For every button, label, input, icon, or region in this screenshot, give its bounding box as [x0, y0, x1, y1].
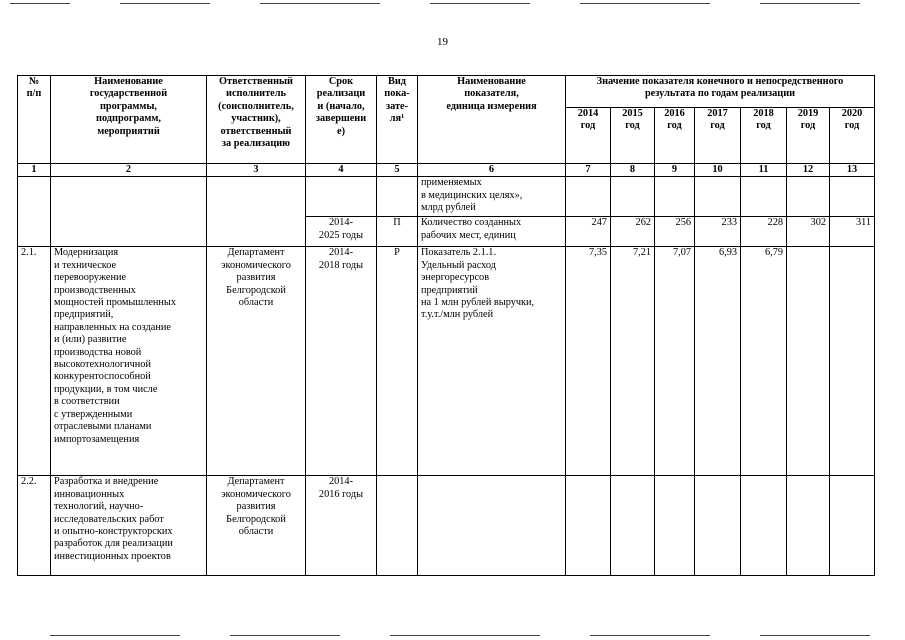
column-number: 9	[655, 164, 695, 177]
cell-term: 2014- 2025 годы	[306, 217, 377, 247]
cell-value: 233	[695, 217, 741, 247]
header-executor: Ответственный исполнитель (соисполнитель, участник), ответственный за реализацию	[207, 76, 306, 164]
header-year: 2017 год	[695, 108, 741, 164]
column-number: 2	[51, 164, 207, 177]
column-number: 10	[695, 164, 741, 177]
cell-num: 2.1.	[18, 247, 51, 476]
cell-value: 262	[611, 217, 655, 247]
column-number: 4	[306, 164, 377, 177]
cell-term: 2014- 2018 годы	[306, 247, 377, 476]
cell-value	[787, 247, 830, 476]
table-row-continuation	[18, 177, 875, 217]
header-year: 2019 год	[787, 108, 830, 164]
header-indicator: Наименование показателя, единица измерения	[418, 76, 566, 164]
scan-edge-mark	[580, 3, 710, 4]
cell-term: 2014- 2016 годы	[306, 476, 377, 576]
cell-value: 7,35	[566, 247, 611, 476]
cell-term	[306, 177, 377, 217]
header-year: 2015 год	[611, 108, 655, 164]
scan-edge-mark	[430, 3, 530, 4]
header-type: Вид пока- зате- ля¹	[377, 76, 418, 164]
cell-value: 7,21	[611, 247, 655, 476]
cell-type	[377, 476, 418, 576]
program-indicators-table	[17, 75, 875, 576]
table-row	[18, 476, 875, 576]
header-year: 2016 год	[655, 108, 695, 164]
cell-value: 7,07	[655, 247, 695, 476]
header-year: 2018 год	[741, 108, 787, 164]
cell-value: 256	[655, 217, 695, 247]
column-number: 6	[418, 164, 566, 177]
header-num: № п/п	[18, 76, 51, 164]
scan-edge-mark	[10, 3, 70, 4]
scan-edge-mark	[50, 635, 180, 636]
cell-value	[830, 247, 875, 476]
scan-edge-mark	[760, 635, 870, 636]
cell-value: 247	[566, 217, 611, 247]
column-number: 5	[377, 164, 418, 177]
column-number: 12	[787, 164, 830, 177]
page-number: 19	[437, 36, 448, 48]
scan-edge-mark	[120, 3, 210, 4]
cell-indicator: Показатель 2.1.1. Удельный расход энергоресурсов предприятий на 1 млн рублей выручки, т.у.т./млн рублей	[418, 247, 566, 476]
cell-type: П	[377, 217, 418, 247]
cell-executor: Департамент экономического развития Белгородской области	[207, 476, 306, 576]
column-number: 8	[611, 164, 655, 177]
table-row	[18, 247, 875, 476]
cell-name	[51, 177, 207, 247]
cell-type: Р	[377, 247, 418, 476]
column-number: 1	[18, 164, 51, 177]
cell-value: 6,93	[695, 247, 741, 476]
header-year: 2020 год	[830, 108, 875, 164]
cell-name: Разработка и внедрение инновационных технологий, научно- исследовательских работ и опытно-конструкторских разработок для реализации инвестиционных проектов	[51, 476, 207, 576]
header-name: Наименование государственной программы, подпрограмм, мероприятий	[51, 76, 207, 164]
cell-value: 6,79	[741, 247, 787, 476]
header-year: 2014 год	[566, 108, 611, 164]
cell-value: 302	[787, 217, 830, 247]
column-number: 13	[830, 164, 875, 177]
cell-indicator: Количество созданных рабочих мест, единиц	[418, 217, 566, 247]
scan-edge-mark	[760, 3, 860, 4]
cell-executor	[207, 177, 306, 247]
cell-indicator: применяемых в медицинских целях», млрд рублей	[418, 177, 566, 217]
cell-value: 311	[830, 217, 875, 247]
cell-name: Модернизация и техническое перевооружение производственных мощностей промышленных предприятий, направленных на создание и (или) развитие производства новой высокотехнологичной конкурентоспособной продукции, в том числе в соответствии с утвержденными отраслевыми планами импортозамещения	[51, 247, 207, 476]
column-number: 7	[566, 164, 611, 177]
header-term: Срок реализаци и (начало, завершени е)	[306, 76, 377, 164]
scan-edge-mark	[590, 635, 710, 636]
column-number: 11	[741, 164, 787, 177]
cell-num	[18, 177, 51, 247]
cell-executor: Департамент экономического развития Белгородской области	[207, 247, 306, 476]
header-row-top	[18, 76, 875, 108]
column-numbers-row	[18, 164, 875, 177]
cell-indicator	[418, 476, 566, 576]
cell-value: 228	[741, 217, 787, 247]
cell-num: 2.2.	[18, 476, 51, 576]
scan-edge-mark	[230, 635, 340, 636]
header-values-group: Значение показателя конечного и непосредственного результата по годам реализации	[566, 76, 875, 108]
scan-edge-mark	[390, 635, 540, 636]
scan-edge-mark	[260, 3, 380, 4]
column-number: 3	[207, 164, 306, 177]
cell-type	[377, 177, 418, 217]
